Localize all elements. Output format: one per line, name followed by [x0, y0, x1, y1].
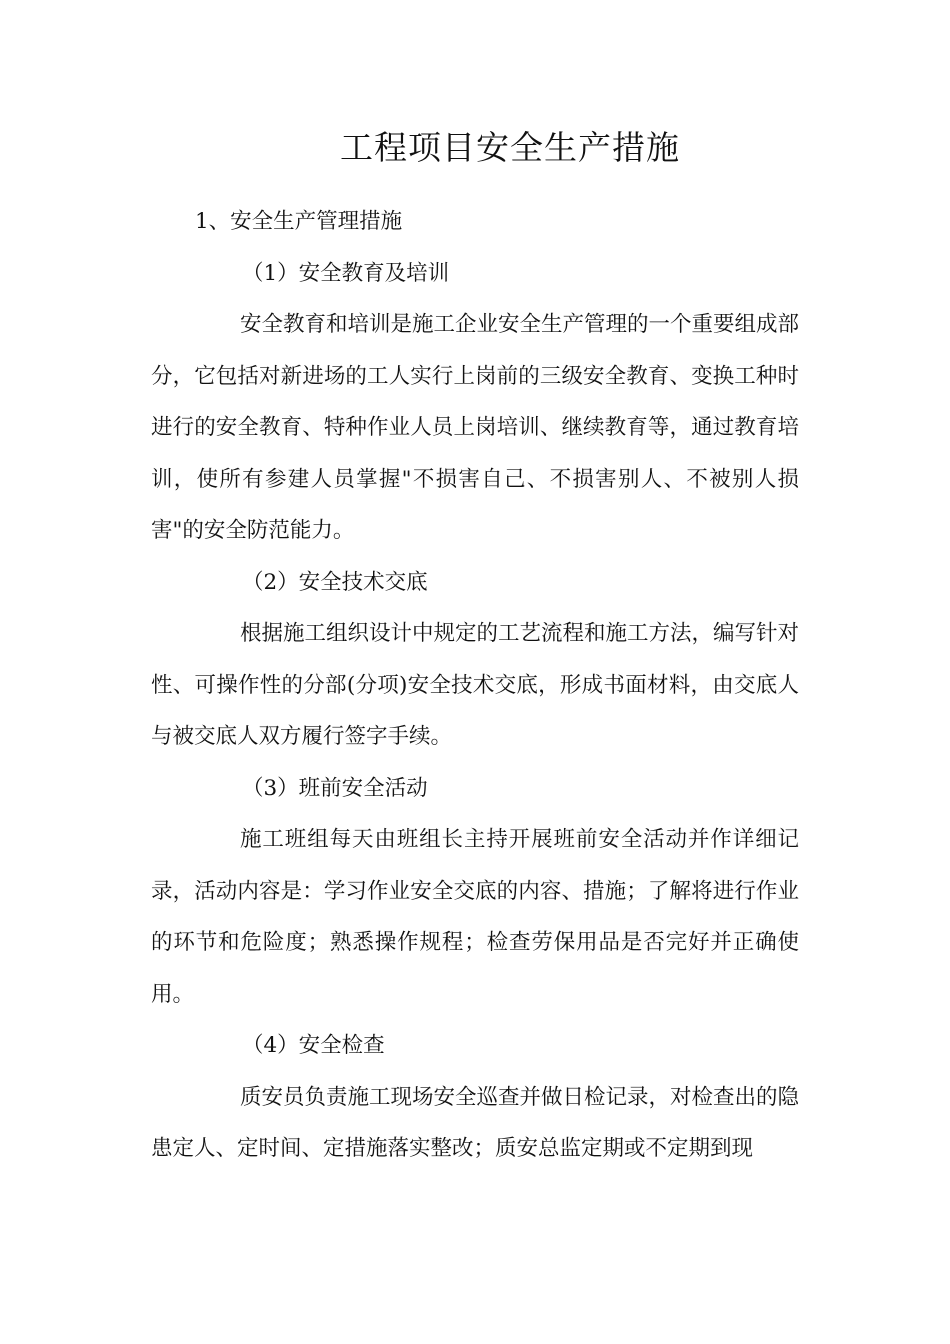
subsection-heading-4: （4）安全检查: [242, 1033, 385, 1058]
subsection-heading-3: （3）班前安全活动: [242, 775, 428, 801]
paragraph-safety-inspection: 质安员负责施工现场安全巡查并做日检记录，对检查出的隐患定人、定时间、定措施落实整改；质安总监定期或不定期到现: [151, 1084, 800, 1161]
document-title: 工程项目安全生产措施: [340, 128, 680, 167]
section-heading: 1、安全生产管理措施: [195, 209, 403, 234]
paragraph-safety-education: 安全教育和培训是施工企业安全生产管理的一个重要组成部分，它包括对新进场的工人实行上岗前的三级安全教育、变换工种时进行的安全教育、特种作业人员上岗培训、继续教育等，通过教育培训，使所有参建人员掌握"不损害自己、不损害别人、不被别人损害"的安全防范能力。: [151, 312, 800, 543]
document-body: [151, 196, 799, 1175]
subsection-heading-1: （1）安全教育及培训: [242, 260, 450, 286]
paragraph-technical-briefing: 根据施工组织设计中规定的工艺流程和施工方法，编写针对性、可操作性的分部(分项)安全技术交底，形成书面材料，由交底人与被交底人双方履行签字手续。: [151, 621, 800, 749]
subsection-heading-2: （2）安全技术交底: [242, 569, 428, 595]
paragraph-pre-shift-activity: 施工班组每天由班组长主持开展班前安全活动并作详细记录，活动内容是：学习作业安全交底的内容、措施；了解将进行作业的环节和危险度；熟悉操作规程；检查劳保用品是否完好并正确使用。: [151, 827, 799, 1007]
